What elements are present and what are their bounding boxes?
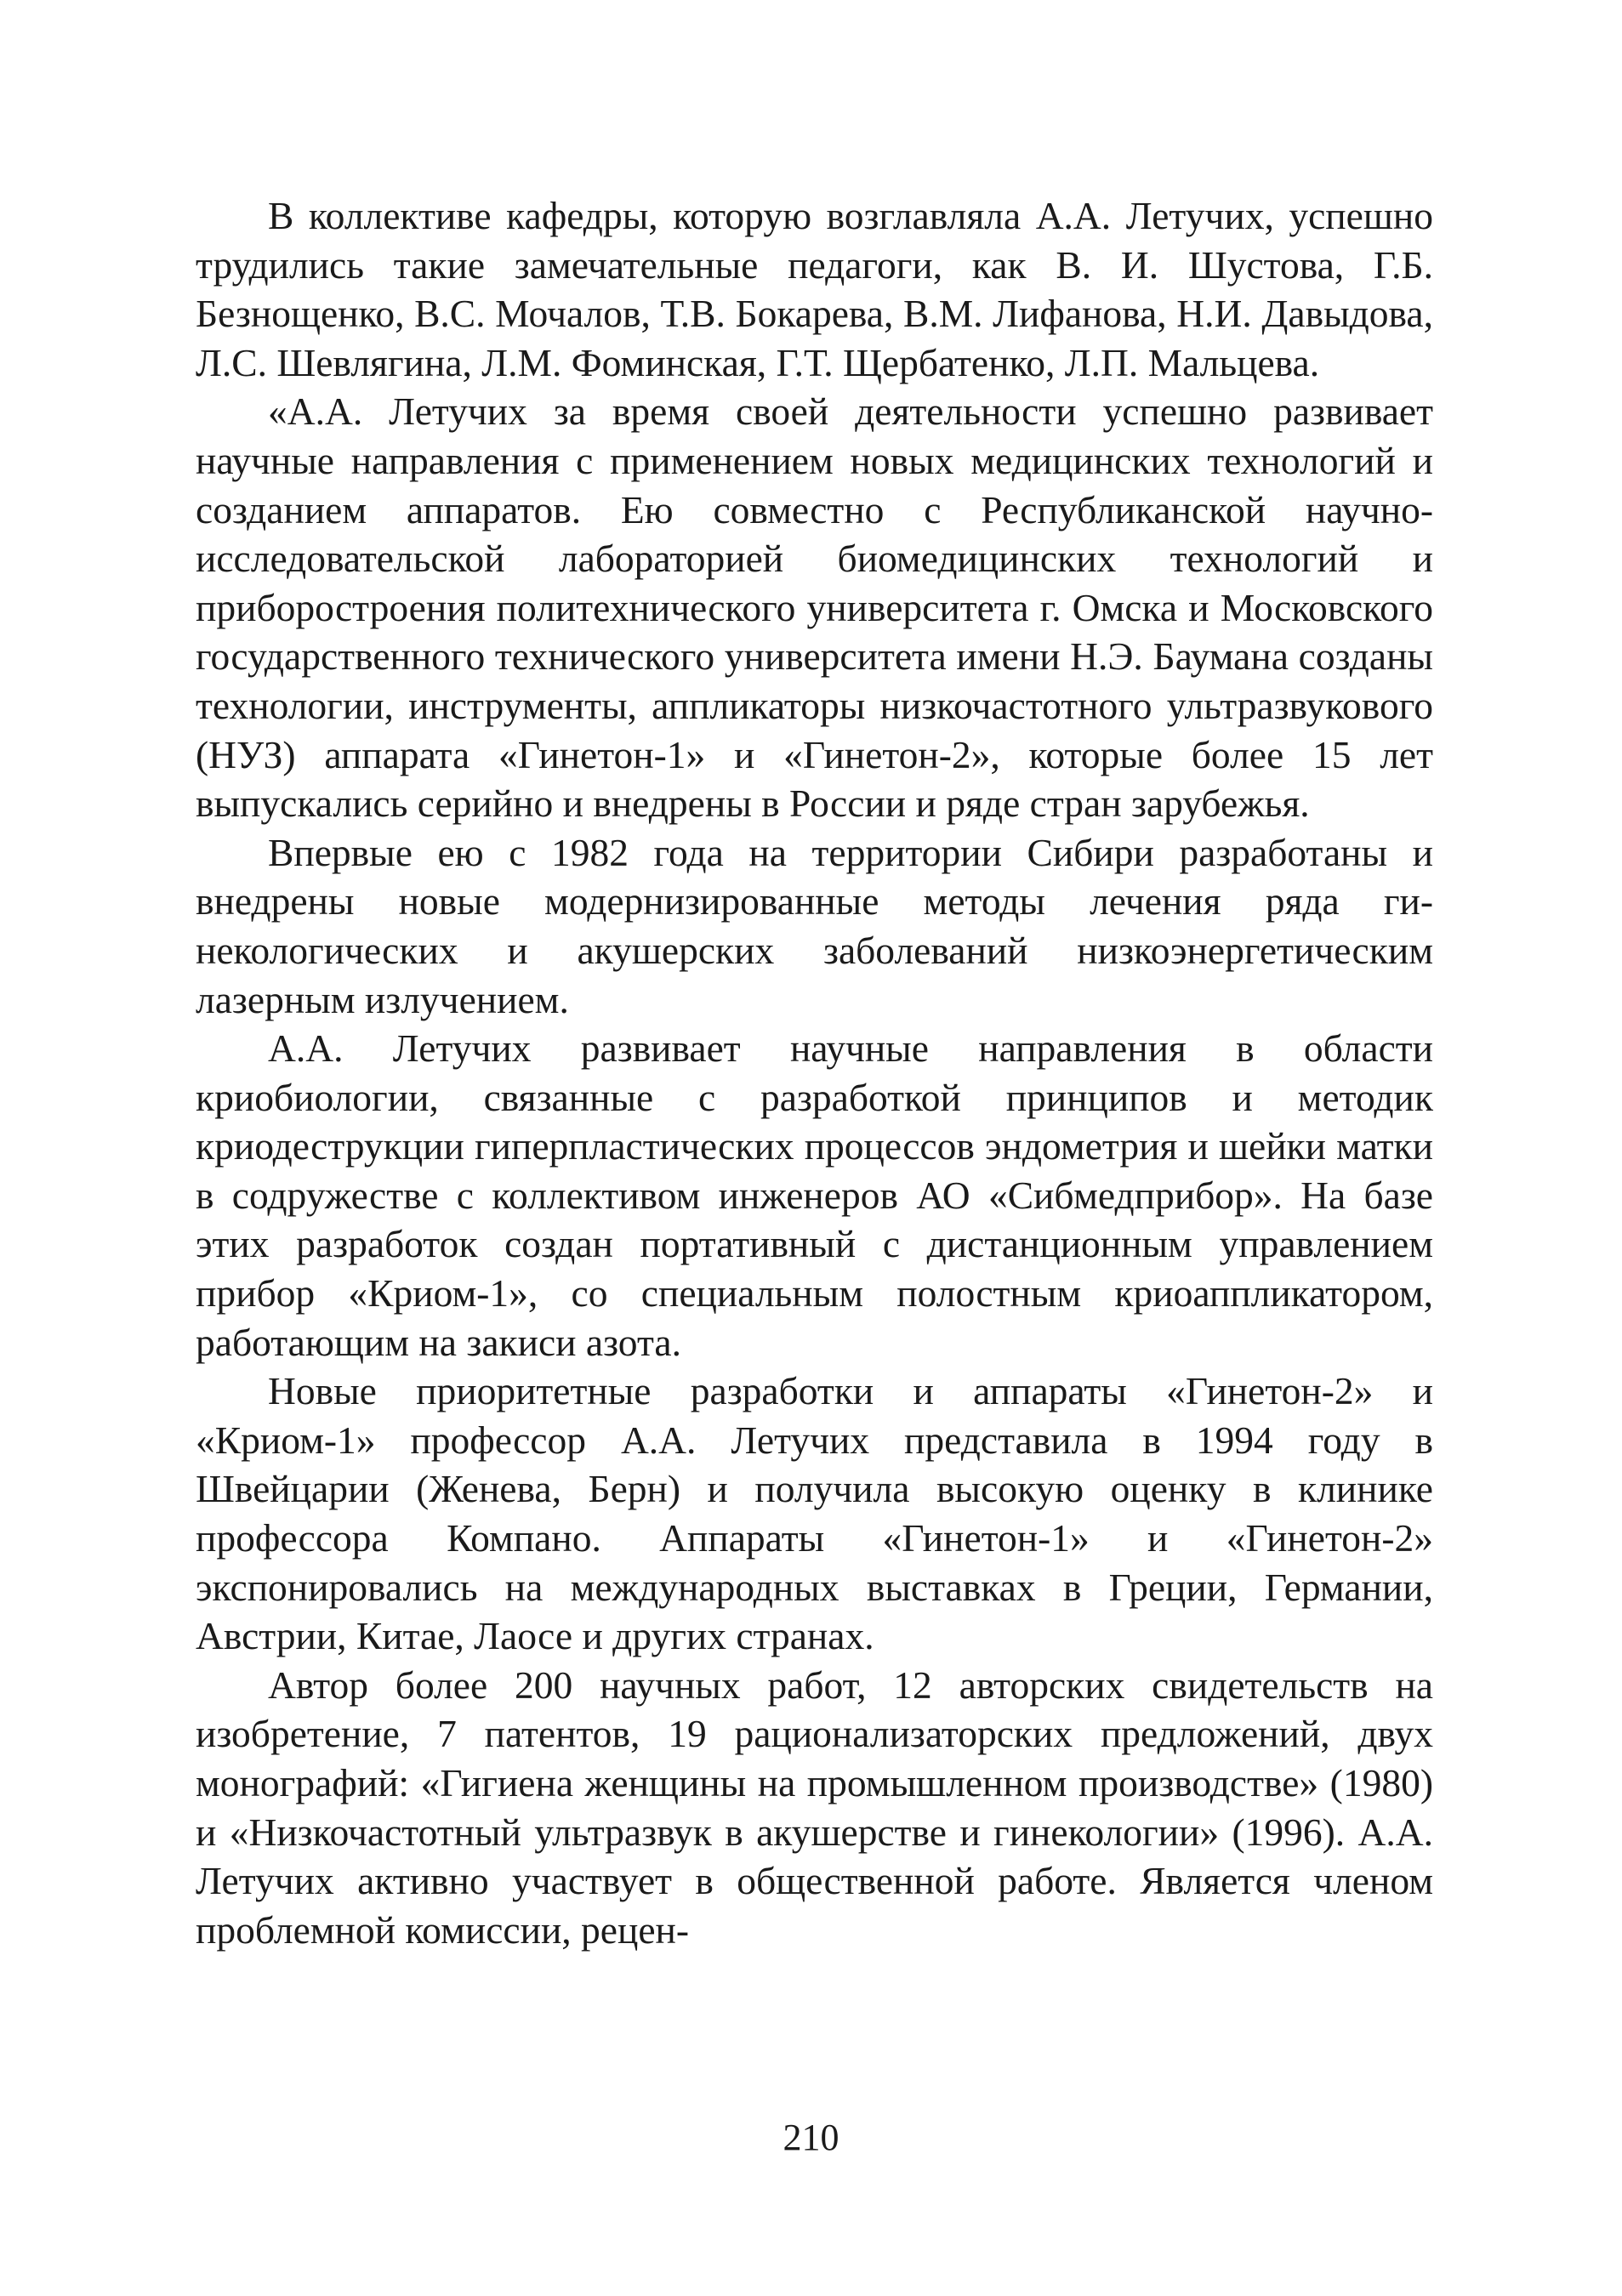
paragraph-laser-methods: Впервые ею с 1982 года на территории Сибири разработаны и внедрены новые модернизированные методы лечения ряда гинекологических и акушерских заболеваний низкоэнергетическим лазерным излучением.	[196, 830, 1433, 1021]
paragraph-department-staff: В коллективе кафедры, которую возглавляла А.А. Летучих, успешно трудились такие замечательные педагоги, как В. И. Шустова, Г.Б. Безнощенко, В.С. Мочалов, Т.В. Бокарева, В.М. Лифанова, Н.И. Давыдова, Л.С. Шевлягина, Л.М. Фоминская, Г.Т. Щербатенко, Л.П. Мальцева.	[196, 194, 1433, 384]
paragraph-exhibitions: Новые приоритетные разработки и аппараты «Гинетон-2» и «Криом-1» профессор А.А. Летучих представила в 1994 году в Швейцарии (Женева, Берн) и получила высокую оценку в клинике профессора Компано. Аппараты «Гинетон-1» и «Гинетон-2» экспонировались на международных выставках в Греции, Германии, Австрии, Китае, Лаосе и других странах.	[196, 1369, 1433, 1658]
paragraph-publications: Автор более 200 научных работ, 12 авторских свидетельств на изобретение, 7 патентов, 19 рационализаторских предложений, двух монографий: «Гигиена женщины на промышленном производстве» (1980) и «Низкочастотный ультразвук в акушерстве и гинекологии» (1996). А.А. Летучих активно участвует в общественной работе. Является членом проблемной комиссии, рецен-	[196, 1662, 1433, 1952]
paragraph-scientific-directions: «А.А. Летучих за время своей деятельности успешно развивает научные направления с применением новых медицинских технологий и созданием аппаратов. Ею совместно с Республиканской научно-исследовательской лабораторией биомедицинских технологий и приборостроения политехнического университета г. Омска и Московского государственного технического университета имени Н.Э. Баумана созданы технологии, инструменты, аппликаторы низкочастотного ультразвукового (НУЗ) аппарата «Гинетон-1» и «Гинетон-2», которые более 15 лет выпускались серийно и внедрены в России и ряде стран зарубежья.	[196, 389, 1433, 826]
page-number: 210	[783, 2117, 839, 2158]
body-text	[196, 191, 1433, 1954]
paragraph-cryobiology: А.А. Летучих развивает научные направления в области криобиологии, связанные с разработкой принципов и методик криодеструкции гиперпластических процессов эндометрия и шейки матки в содружестве с коллективом инженеров АО «Сибмедприбор». На базе этих разработок создан портативный с дистанционным управлением прибор «Криом-1», со специальным полостным криоаппликатором, работающим на закиси азота.	[196, 1026, 1433, 1364]
